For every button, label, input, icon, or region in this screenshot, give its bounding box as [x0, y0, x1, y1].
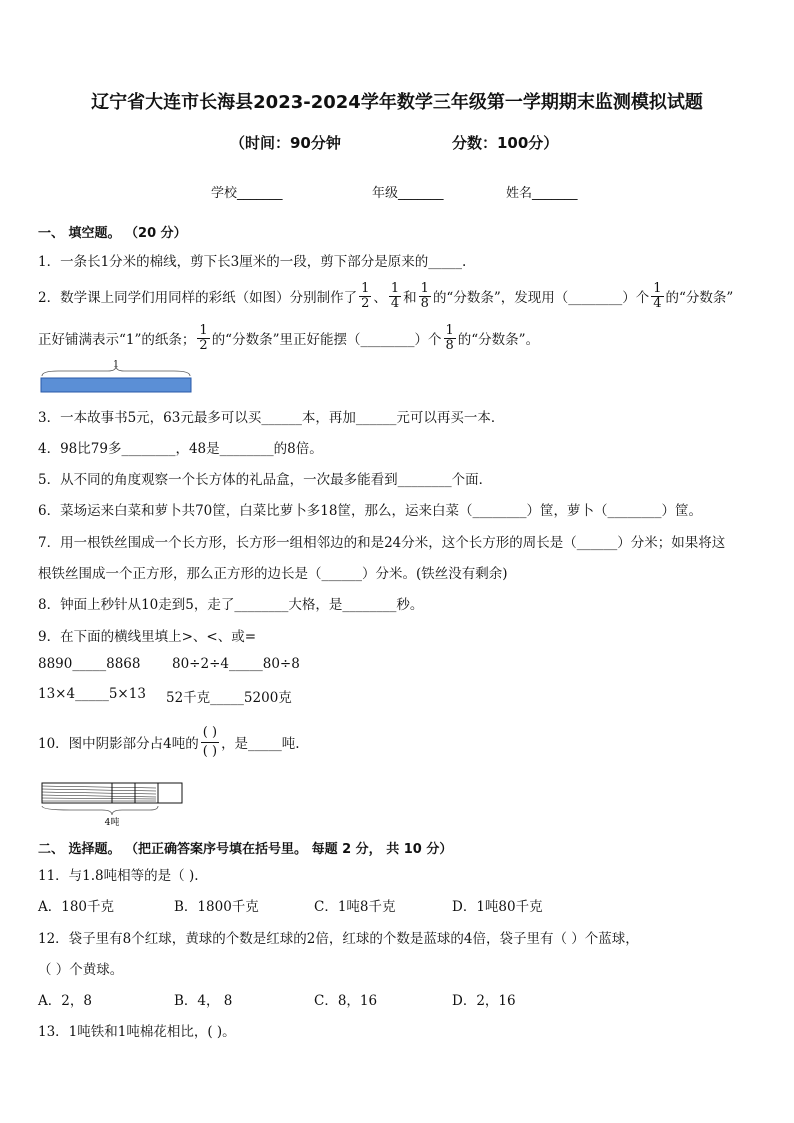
q9-row1-b: 80÷2÷4_____80÷8: [172, 656, 300, 672]
question-2-line1: [38, 276, 733, 316]
question-12-line2: （ ）个黄球。: [38, 962, 124, 978]
school-field[interactable]: 学校_______: [211, 186, 283, 201]
grade-field[interactable]: 年级_______: [372, 186, 444, 201]
q11-option-b[interactable]: B．1800千克: [174, 899, 259, 915]
q12-option-b[interactable]: B．4， 8: [174, 993, 233, 1009]
question-6: 6．菜场运来白菜和萝卜共70筐，白菜比萝卜多18筐，那么，运来白菜（________）筐，萝卜（________）筐。: [38, 503, 702, 519]
section2-title: 二、 选择题。 （把正确答案序号填在括号里。 每题 2 分， 共 10 分）: [38, 842, 453, 857]
question-2-line2: [38, 318, 539, 358]
fraction-1-4: $\frac{1}{4}$: [390, 280, 400, 311]
paper-strip-figure: [38, 356, 194, 396]
brace-icon: [42, 366, 190, 376]
question-13: 13．1吨铁和1吨棉花相比，( )。: [38, 1024, 236, 1040]
q10-text-b: ，是_____吨.: [221, 736, 300, 752]
question-4: 4．98比79多________，48是________的8倍。: [38, 441, 323, 457]
fraction-1-2-b: $\frac{1}{2}$: [199, 322, 208, 353]
question-9: 9．在下面的横线里填上>、<、或=: [38, 629, 257, 645]
question-5: 5．从不同的角度观察一个长方体的礼品盒，一次最多能看到________个面．: [38, 472, 493, 488]
bar-label: 4吨: [104, 818, 120, 828]
fraction-1-2: $\frac{1}{2}$: [361, 280, 370, 311]
q12-option-c[interactable]: C．8，16: [314, 993, 378, 1009]
brace-icon: [42, 806, 158, 815]
strip-label: 1: [113, 360, 119, 370]
q9-row1-a: 8890_____8868: [38, 656, 141, 672]
section1-title: 一、 填空题。 （20 分）: [38, 226, 187, 241]
question-7-line1: 7．用一根铁丝围成一个长方形，长方形一组相邻边的和是24分米，这个长方形的周长是（______）分米；如果将这: [38, 535, 726, 551]
shaded-bar-figure: [40, 780, 186, 828]
q2-text-c: 的“分数条”: [665, 290, 734, 306]
q9-row2-b: 52千克_____5200克: [166, 690, 292, 706]
q11-option-d[interactable]: D．1吨80千克: [452, 899, 543, 915]
question-7-line2: 根铁丝围成一个正方形，那么正方形的边长是（______）分米。(铁丝没有剩余): [38, 566, 508, 582]
q12-option-a[interactable]: A．2，8: [38, 993, 92, 1009]
question-8: 8．钟面上秒针从10走到5，走了________大格，是________秒。: [38, 597, 424, 613]
question-10: [38, 720, 300, 764]
question-1: 1．一条长1分米的棉线，剪下长3厘米的一段，剪下部分是原来的_____.: [38, 254, 467, 270]
q2-text-f: 的“分数条”。: [457, 332, 540, 348]
fraction-1-8: $\frac{1}{8}$: [420, 280, 429, 311]
q2-sep: 、: [373, 290, 387, 306]
q2-and: 和: [403, 290, 417, 306]
q10-fraction: $\frac{( )}{( )}$: [202, 724, 218, 759]
exam-score: 分数：100分）: [452, 134, 559, 152]
q10-text-a: 10．图中阴影部分占4吨的: [38, 736, 199, 752]
q12-option-d[interactable]: D．2，16: [452, 993, 516, 1009]
q9-row2-a: 13×4_____5×13: [38, 686, 146, 702]
q2-text-b: 的“分数条”，发现用（________）个: [432, 290, 650, 306]
q11-option-a[interactable]: A．180千克: [38, 899, 115, 915]
question-12-line1: 12．袋子里有8个红球，黄球的个数是红球的2倍，红球的个数是蓝球的4倍，袋子里有（ ）个蓝球，: [38, 931, 639, 947]
question-3: 3．一本故事书5元，63元最多可以买______本，再加______元可以再买一本．: [38, 410, 505, 426]
exam-time: （时间：90分钟: [230, 134, 341, 152]
q2-text-a: 2．数学课上同学们用同样的彩纸（如图）分别制作了: [38, 290, 358, 306]
q2-text-e: 的“分数条”里正好能摆（________）个: [211, 332, 442, 348]
q2-text-d: 正好铺满表示“1”的纸条；: [38, 332, 196, 348]
name-field[interactable]: 姓名_______: [506, 186, 578, 201]
exam-title: 辽宁省大连市长海县2023-2024学年数学三年级第一学期期末监测模拟试题: [91, 92, 703, 113]
q11-option-c[interactable]: C．1吨8千克: [314, 899, 396, 915]
blue-strip: [41, 378, 191, 392]
fraction-1-4-b: $\frac{1}{4}$: [653, 280, 662, 311]
fraction-1-8-b: $\frac{1}{8}$: [445, 322, 454, 353]
question-11: 11．与1.8吨相等的是（ ).: [38, 868, 199, 884]
